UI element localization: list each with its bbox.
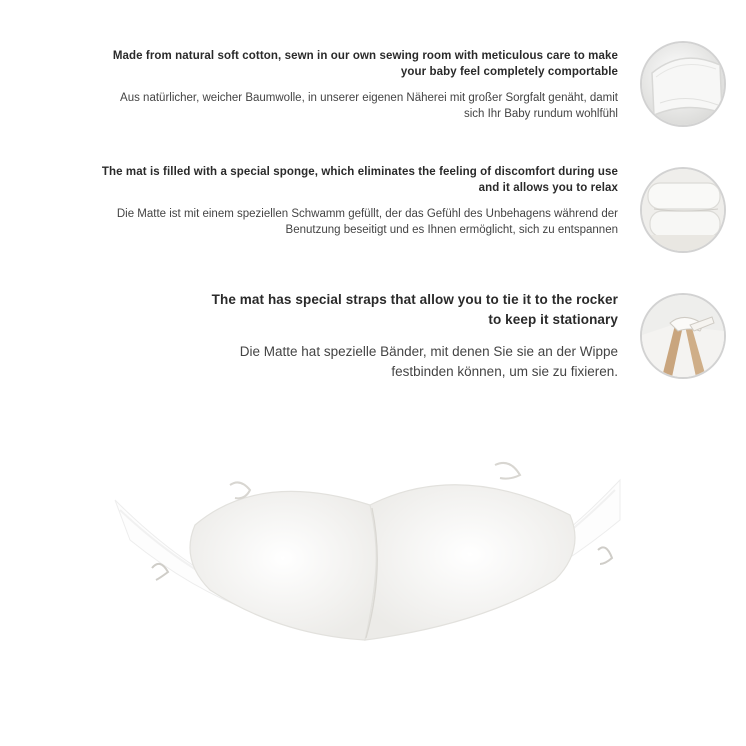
feature-straps [198,290,618,382]
feature-title-en: The mat is filled with a special sponge, which eliminates the feeling of discomfort during use and it allows you to relax [101,166,618,194]
feature-text-de: Die Matte ist mit einem speziellen Schwamm gefüllt, der das Gefühl des Unbehagens während der Benutzung beseitigt und es Ihnen ermöglicht, sich zu entspannen [116,208,618,236]
cotton-fabric-icon [640,41,726,127]
feature-sponge [78,164,618,238]
feature-title-en: Made from natural soft cotton, sewn in our own sewing room with meticulous care to make your baby feel completely comportable [112,50,618,78]
cushion-sponge-icon [640,167,726,253]
feature-cotton [98,48,618,122]
rocker-mat-product-image [100,430,630,700]
strap-tie-icon [640,293,726,379]
feature-title-en: The mat has special straps that allow you to tie it to the rocker to keep it stationary [211,292,618,327]
feature-text-de: Die Matte hat spezielle Bänder, mit denen Sie sie an der Wippe festbinden können, um sie zu fixieren. [239,344,618,379]
feature-text-de: Aus natürlicher, weicher Baumwolle, in unserer eigenen Näherei mit großer Sorgfalt genäht, damit sich Ihr Baby rundum wohlfühl [120,92,618,120]
